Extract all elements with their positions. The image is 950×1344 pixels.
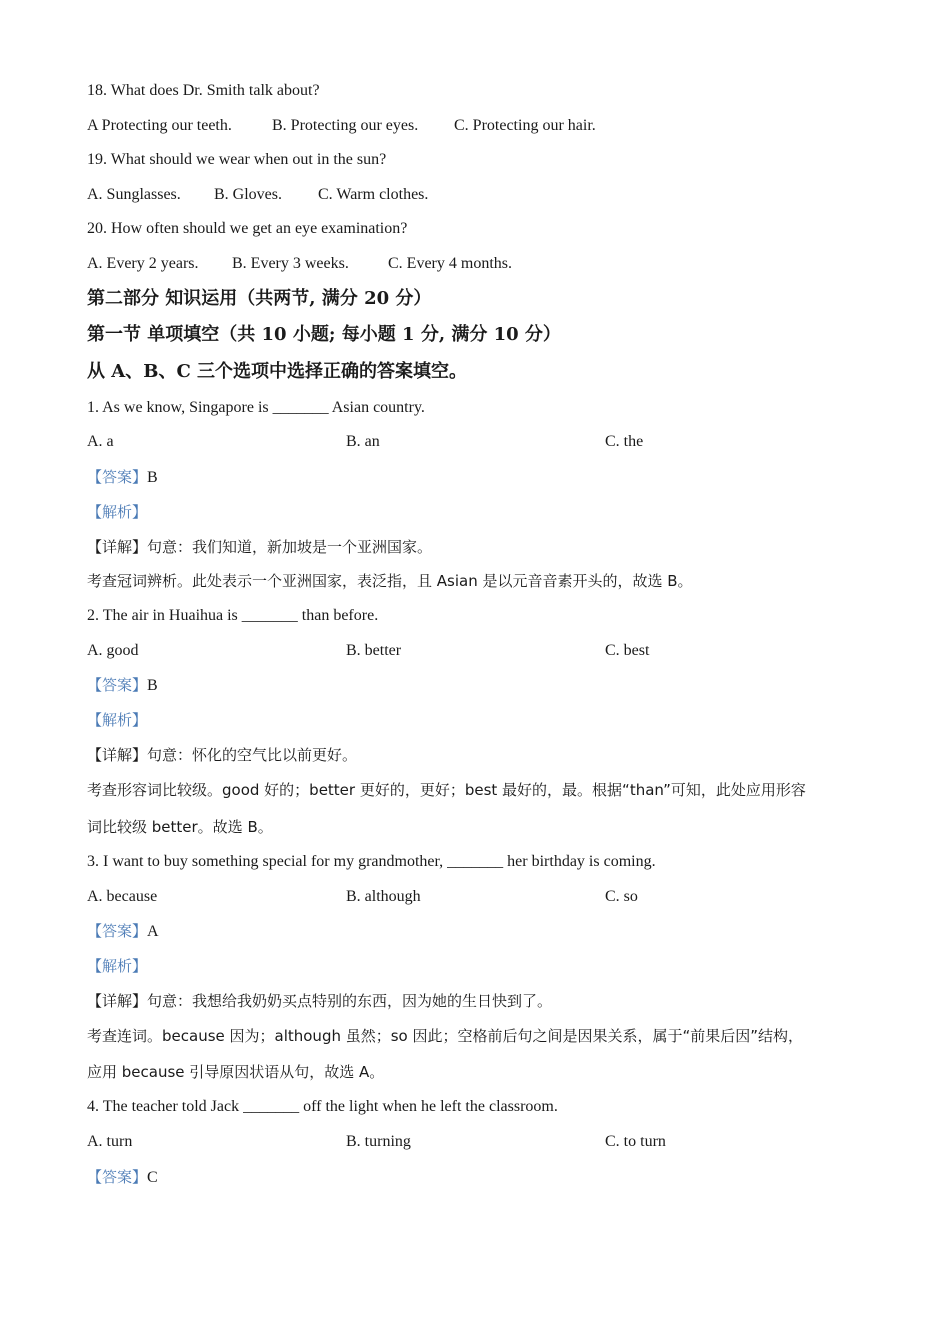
q20-question: 20. How often should we get an eye examination? (87, 220, 408, 237)
q2-answer (87, 675, 158, 696)
q3-explanation-line2: 应用 because 引导原因状语从句，故选 A。 (87, 1063, 385, 1081)
q19-option-b: B. Gloves. (214, 186, 282, 203)
q2-detail: 【详解】句意：怀化的空气比以前更好。 (87, 746, 358, 764)
q19-option-c: C. Warm clothes. (318, 186, 429, 203)
q2-analysis (87, 710, 147, 731)
q2-option-c: C. best (605, 642, 650, 659)
q2-explanation-line1: 考查形容词比较级。good 好的；better 更好的，更好；best 最好的，最。根据“than”可知，此处应用形容 (87, 781, 806, 799)
instruction-heading: 从 A、B、C 三个选项中选择正确的答案填空。 (87, 361, 468, 382)
answer-label: 【答案】 (87, 468, 148, 486)
q1-answer (87, 467, 158, 488)
q18-option-c: C. Protecting our hair. (454, 117, 596, 134)
q2-option-b: B. better (346, 642, 402, 659)
q20-option-a: A. Every 2 years. (87, 255, 199, 272)
section1-heading: 第一节 单项填空（共 10 小题; 每小题 1 分, 满分 10 分） (87, 324, 561, 345)
q4-answer-value: C (147, 1169, 158, 1186)
q1-option-b: B. an (346, 433, 380, 450)
q3-option-a: A. because (87, 888, 158, 905)
q2-answer-value: B (147, 677, 158, 694)
q1-analysis (87, 502, 147, 523)
q3-analysis (87, 956, 147, 977)
answer-label: 【答案】 (87, 922, 148, 940)
q18-option-a: A Protecting our teeth. (87, 117, 232, 134)
q4-option-a: A. turn (87, 1133, 133, 1150)
q19-question: 19. What should we wear when out in the sun? (87, 151, 387, 168)
q19-option-a: A. Sunglasses. (87, 186, 181, 203)
q2-explanation-line2: 词比较级 better。故选 B。 (87, 818, 273, 836)
q1-answer-value: B (147, 469, 158, 486)
q3-answer (87, 921, 159, 942)
q20-option-b: B. Every 3 weeks. (232, 255, 349, 272)
q20-option-c: C. Every 4 months. (388, 255, 512, 272)
q4-option-b: B. turning (346, 1133, 411, 1150)
answer-label: 【答案】 (87, 676, 148, 694)
answer-label: 【答案】 (87, 1168, 148, 1186)
q1-option-c: C. the (605, 433, 644, 450)
q1-detail: 【详解】句意：我们知道，新加坡是一个亚洲国家。 (87, 538, 433, 556)
q18-option-b: B. Protecting our eyes. (272, 117, 419, 134)
q1-option-a: A. a (87, 433, 114, 450)
analysis-label: 【解析】 (87, 711, 148, 729)
q3-option-c: C. so (605, 888, 638, 905)
q3-stem: 3. I want to buy something special for my grandmother, _______ her birthday is coming. (87, 853, 656, 870)
analysis-label: 【解析】 (87, 503, 148, 521)
q4-option-c: C. to turn (605, 1133, 666, 1150)
part2-heading: 第二部分 知识运用（共两节, 满分 20 分） (87, 288, 432, 309)
q3-option-b: B. although (346, 888, 421, 905)
q3-explanation-line1: 考查连词。because 因为；although 虽然；so 因此；空格前后句之间是因果关系，属于“前果后因”结构， (87, 1027, 804, 1045)
analysis-label: 【解析】 (87, 957, 148, 975)
q2-stem: 2. The air in Huaihua is _______ than before. (87, 607, 379, 624)
q4-answer (87, 1167, 158, 1188)
q2-option-a: A. good (87, 642, 139, 659)
q1-stem: 1. As we know, Singapore is _______ Asian country. (87, 399, 425, 416)
q1-explanation: 考查冠词辨析。此处表示一个亚洲国家，表泛指，且 Asian 是以元音音素开头的，故选 B。 (87, 572, 693, 590)
q4-stem: 4. The teacher told Jack _______ off the light when he left the classroom. (87, 1098, 558, 1115)
q18-question: 18. What does Dr. Smith talk about? (87, 82, 320, 99)
q3-answer-value: A (147, 923, 159, 940)
q3-detail: 【详解】句意：我想给我奶奶买点特别的东西，因为她的生日快到了。 (87, 992, 553, 1010)
